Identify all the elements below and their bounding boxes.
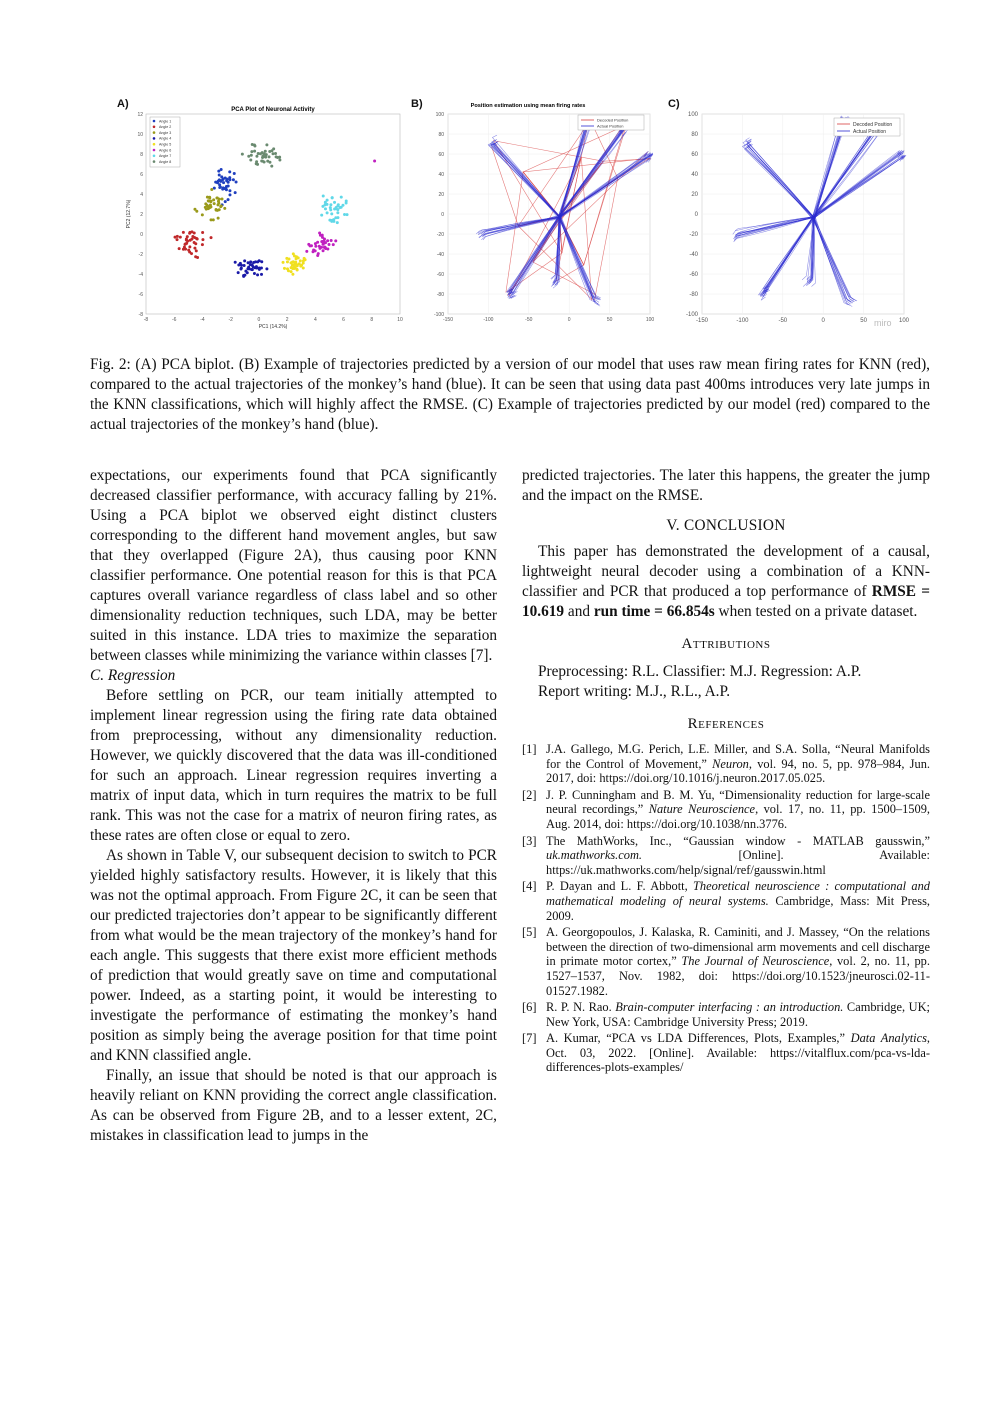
pca-point <box>330 212 333 215</box>
pca-xtick: 6 <box>342 317 345 323</box>
pca-point <box>330 239 333 242</box>
conclusion-paragraph: This paper has demonstrated the development of a causal, lightweight neural decoder using a combination of a KNN-classifier and PCR that produced a top performance of RMSE = 10.619 and run time = 66.854s when tested on a private dataset. <box>522 543 930 620</box>
pca-xtick: 10 <box>397 317 403 323</box>
pca-legend-marker <box>153 143 156 146</box>
pca-point <box>201 213 204 216</box>
pca-point <box>320 214 323 217</box>
pca-point <box>218 173 221 176</box>
pca-point <box>314 245 317 248</box>
pca-point <box>186 240 189 243</box>
pca-point <box>335 206 338 209</box>
ytick: -40 <box>689 252 698 258</box>
ytick: 40 <box>438 172 444 178</box>
pca-legend-marker <box>153 120 156 123</box>
pca-legend-label: Angle 1 <box>159 119 172 124</box>
pca-point <box>176 238 179 241</box>
xtick: 50 <box>860 318 867 324</box>
pca-ytick: 12 <box>137 112 143 118</box>
pca-point <box>201 231 204 234</box>
ytick: 0 <box>441 212 444 218</box>
pca-point <box>204 206 207 209</box>
pca-point <box>195 249 198 252</box>
pca-point <box>249 260 252 263</box>
pca-point <box>189 239 192 242</box>
ytick: 60 <box>691 152 698 158</box>
pca-point <box>253 145 256 148</box>
ytick: 40 <box>691 172 698 178</box>
pca-point <box>373 160 376 163</box>
pca-point <box>252 261 255 264</box>
conclusion-heading: V. CONCLUSION <box>666 517 786 534</box>
pca-point <box>217 170 220 173</box>
pca-point <box>296 269 299 272</box>
pca-point <box>256 260 259 263</box>
pca-point <box>322 194 325 197</box>
pca-point <box>343 213 346 216</box>
left-paragraph-2: Before settling on PCR, our team initially attempted to implement linear regression using the firing rate data obtained from preprocessing, without any dimensionality reduction. However, we quickly discovered that the data was ill-conditioned for such an approach. Linear regression requires inverting a matrix of input data, which in turn requires the matrix to be full rank. This was not the case for a matrix of neuron firing rates, as these rates are often close or equal to zero. <box>90 687 497 844</box>
pca-ytick: -2 <box>138 252 143 258</box>
attributions-line-1: Preprocessing: R.L. Classifier: M.J. Regression: A.P. <box>538 663 862 680</box>
pca-point <box>317 252 320 255</box>
pca-legend-label: Angle 5 <box>159 142 172 147</box>
pca-point <box>340 206 343 209</box>
pca-point <box>240 267 243 270</box>
pca-point <box>188 245 191 248</box>
pca-point <box>237 271 240 274</box>
panel-a-ylabel: PC2 (12.7%) <box>126 199 132 229</box>
ytick: 100 <box>687 112 698 118</box>
pca-point <box>337 203 340 206</box>
pca-point <box>255 265 258 268</box>
pca-point <box>260 260 263 263</box>
left-paragraph-1: expectations, our experiments found that PCA significantly decreased classifier performance, with accuracy falling by 21%. Using a PCA biplot we observed eight distinct clusters corresponding to the different hand movement angles, but saw that they overlapped (Figure 2A), thus causing poor KNN classifier performance. One potential reason for this is that PCA captures overall variance regardless of class label and so other dimensionality reduction techniques, such LDA, may be better suited in this instance. LDA tries to maximize the separation between classes while minimizing the variance within classes [7]. <box>90 467 497 664</box>
pca-point <box>255 162 258 165</box>
pca-point <box>193 247 196 250</box>
pca-point <box>188 231 191 234</box>
pca-point <box>287 269 290 272</box>
references-list <box>522 742 930 1075</box>
pca-point <box>299 259 302 262</box>
reference-7: [7] A. Kumar, “PCA vs LDA Differences, Plots, Examples,” Data Analytics, Oct. 03, 2022. [Online]. Available: https://vitalflux.com/pca-vs-lda-differences-plots-examples/ <box>522 1031 931 1075</box>
panel-c-legend-decoded: Decoded Position <box>853 122 893 128</box>
pca-point <box>232 178 235 181</box>
pca-point <box>329 208 332 211</box>
pca-ytick: 2 <box>140 212 143 218</box>
pca-point <box>216 181 219 184</box>
pca-point <box>340 196 343 199</box>
pca-point <box>250 150 253 153</box>
pca-point <box>227 198 230 201</box>
pca-point <box>324 247 327 250</box>
pca-point <box>257 152 260 155</box>
pca-point <box>295 257 298 260</box>
pca-point <box>282 261 285 264</box>
ytick: -80 <box>689 292 698 298</box>
pca-point <box>250 154 253 157</box>
pca-point <box>193 241 196 244</box>
xtick: 50 <box>606 317 613 323</box>
pca-xtick: 2 <box>285 317 289 323</box>
pca-point <box>286 260 289 263</box>
ytick: -100 <box>685 312 698 318</box>
ytick: 20 <box>438 192 444 198</box>
pca-point <box>222 181 225 184</box>
pca-point <box>328 243 331 246</box>
pca-point <box>219 205 222 208</box>
figure-2 <box>0 0 992 345</box>
pca-point <box>283 267 286 270</box>
pca-point <box>209 200 212 203</box>
reference-6: [6] R. P. N. Rao. Brain-computer interfacing : an introduction. Cambridge, UK; New York, USA: Cambridge University Press; 2019. <box>522 1000 930 1029</box>
pca-legend-label: Angle 2 <box>159 125 172 130</box>
pca-point <box>302 262 305 265</box>
pca-ytick: 10 <box>137 132 143 138</box>
pca-point <box>187 249 190 252</box>
pca-point <box>268 155 271 158</box>
pca-point <box>336 211 339 214</box>
pca-point <box>265 143 268 146</box>
pca-point <box>251 143 254 146</box>
pca-point <box>314 249 317 252</box>
xtick: -100 <box>483 317 494 323</box>
pca-point <box>207 199 210 202</box>
pca-point <box>179 236 182 239</box>
miro-watermark: miro <box>874 318 892 328</box>
pca-point <box>239 262 242 265</box>
pca-point <box>332 243 335 246</box>
subsection-regression-heading: C. Regression <box>90 667 176 684</box>
xtick: -100 <box>736 318 749 324</box>
pca-point <box>213 202 216 205</box>
pca-ytick: -4 <box>138 272 143 278</box>
ytick: -20 <box>436 232 444 238</box>
pca-point <box>270 165 273 168</box>
pca-point <box>272 147 275 150</box>
pca-point <box>225 179 228 182</box>
panel-a-pca-plot <box>118 100 408 332</box>
pca-point <box>263 155 266 158</box>
pca-point <box>324 207 327 210</box>
pca-point <box>217 217 220 220</box>
pca-point <box>288 258 291 261</box>
pca-point <box>336 221 339 224</box>
pca-point <box>253 150 256 153</box>
ytick: -40 <box>436 252 444 258</box>
pca-legend-label: Angle 4 <box>159 136 172 141</box>
pca-point <box>334 216 337 219</box>
attributions-heading: Attributions <box>681 636 771 652</box>
xtick: 100 <box>898 318 910 324</box>
pca-ytick: -6 <box>138 292 143 298</box>
pca-point <box>210 188 213 191</box>
pca-legend-label: Angle 3 <box>159 130 172 135</box>
pca-legend-marker <box>153 131 156 134</box>
pca-xtick: 4 <box>313 317 317 323</box>
ytick: 80 <box>438 132 444 138</box>
pca-point <box>345 201 348 204</box>
pca-point <box>265 267 268 270</box>
pca-legend-label: Angle 8 <box>159 159 172 164</box>
pca-point <box>194 255 197 258</box>
pca-point <box>234 191 237 194</box>
pca-point <box>275 155 278 158</box>
pca-point <box>326 211 329 214</box>
pca-point <box>258 267 261 270</box>
xtick: -50 <box>778 318 788 324</box>
pca-point <box>201 243 204 246</box>
xtick: -150 <box>442 317 454 323</box>
panel-c-legend-actual: Actual Position <box>853 129 887 135</box>
panel-c-trajectory-plot <box>678 100 910 332</box>
attributions-line-2: Report writing: M.J., R.L., A.P. <box>538 683 731 700</box>
pca-point <box>234 261 237 264</box>
pca-legend-marker <box>153 137 156 140</box>
left-paragraph-4: Finally, an issue that should be noted is that our approach is heavily reliant on KNN providing the correct angle classification. As can be observed from Figure 2B, and to a lesser extent, 2C, mistakes in classification lead to jumps in the <box>90 1067 497 1144</box>
panel-a-xlabel: PC1 (14.2%) <box>258 324 288 330</box>
pca-point <box>249 263 252 266</box>
pca-point <box>296 264 299 267</box>
pca-point <box>228 193 231 196</box>
ytick: -60 <box>689 272 698 278</box>
xtick: 0 <box>821 318 825 324</box>
pca-point <box>247 261 250 264</box>
pca-point <box>318 231 321 234</box>
pca-point <box>326 199 329 202</box>
right-paragraph-1: predicted trajectories. The later this happens, the greater the jump and the impact on the RMSE. <box>522 467 930 504</box>
ytick: -60 <box>436 272 444 278</box>
pca-ytick: 0 <box>140 232 143 238</box>
pca-point <box>228 170 231 173</box>
pca-xtick: -2 <box>228 317 233 323</box>
pca-point <box>260 273 263 276</box>
reference-1: [1] J.A. Gallego, M.G. Perich, L.E. Miller, and S.A. Solla, “Neural Manifolds for the Control of Movement,” Neuron, vol. 94, no. 5, pp. 978–984, Jun. 2017, doi: https://doi.org/10.1016/j.neuron.2017.05.025. <box>522 742 930 786</box>
xtick: 100 <box>645 317 655 323</box>
pca-point <box>291 267 294 270</box>
pca-point <box>268 161 271 164</box>
pca-point <box>228 189 231 192</box>
panel-a-title: PCA Plot of Neuronal Activity <box>231 107 315 113</box>
pca-point <box>321 205 324 208</box>
pca-xtick: -6 <box>171 317 177 323</box>
pca-point <box>184 248 187 251</box>
pca-point <box>201 238 204 241</box>
pca-point <box>221 188 224 191</box>
pca-point <box>302 267 305 270</box>
pca-point <box>333 201 336 204</box>
pca-point <box>251 268 254 271</box>
pca-point <box>215 209 218 212</box>
reference-2: [2] J. P. Cunningham and B. M. Yu, “Dimensionality reduction for large-scale neural recordings,” Nature Neuroscience, vol. 17, no. 11, pp. 1500–1509, Aug. 2014, doi: https://doi.org/10.1038/nn.3776. <box>522 787 930 831</box>
reference-3: [3] The MathWorks, Inc., “Gaussian window - MATLAB gausswin,” uk.mathworks.com. [Online]. Available: https://uk.mathworks.com/help/signal/ref/gausswin.html <box>522 833 930 877</box>
pca-point <box>221 197 224 200</box>
pca-point <box>243 264 246 267</box>
runtime-value: run time = 66.854s <box>593 603 715 620</box>
pca-point <box>182 231 185 234</box>
pca-point <box>233 172 236 175</box>
figure-caption: Fig. 2: (A) PCA biplot. (B) Example of trajectories predicted by a version of our model that uses raw mean firing rates for KNN (red), compared to the actual trajectories of the monkey’s hand (blue). It can be seen that using data past 400ms introduces very late jumps in the KNN classifications, which will highly affect the RMSE. (C) Example of trajectories predicted by our model (red) compared to the actual trajectories of the monkey’s hand (blue). <box>90 356 930 433</box>
panel-b-letter: B) <box>411 98 423 110</box>
pca-legend-label: Angle 6 <box>159 148 172 153</box>
pca-point <box>322 241 325 244</box>
pca-point <box>263 161 266 164</box>
ytick: -20 <box>689 232 698 238</box>
pca-point <box>212 198 215 201</box>
pca-ytick: 6 <box>140 172 143 178</box>
pca-ytick: -8 <box>138 312 143 318</box>
pca-legend-marker <box>153 126 156 129</box>
pca-point <box>316 241 319 244</box>
pca-point <box>210 236 213 239</box>
right-column <box>522 466 930 1077</box>
pca-point <box>193 208 196 211</box>
panel-a-letter: A) <box>117 98 129 110</box>
ytick: 60 <box>438 152 444 158</box>
pca-point <box>332 220 335 223</box>
pca-point <box>246 267 249 270</box>
pca-xtick: 0 <box>257 317 261 323</box>
pca-point <box>224 177 227 180</box>
pca-point <box>243 274 246 277</box>
pca-point <box>224 200 227 203</box>
ytick: 20 <box>691 192 698 198</box>
pca-point <box>241 153 244 156</box>
pca-point <box>246 271 249 274</box>
pca-point <box>253 272 256 275</box>
left-column <box>90 466 497 1146</box>
xtick: -150 <box>695 318 709 324</box>
pca-ytick: 4 <box>140 192 143 198</box>
pca-point <box>228 178 231 181</box>
pca-point <box>307 243 310 246</box>
pca-point <box>291 273 294 276</box>
pca-point <box>323 238 326 241</box>
xtick: 0 <box>567 317 571 323</box>
pca-point <box>210 218 213 221</box>
rmse-value: RMSE = 10.619 <box>522 583 930 620</box>
panel-b-trajectory-plot <box>428 100 656 332</box>
pca-point <box>249 158 252 161</box>
pca-point <box>208 206 211 209</box>
pca-point <box>292 252 295 255</box>
pca-point <box>190 252 193 255</box>
pca-point <box>196 237 199 240</box>
pca-point <box>256 273 259 276</box>
ytick: -80 <box>436 292 444 298</box>
pca-point <box>255 155 258 158</box>
pca-point <box>331 196 334 199</box>
pca-point <box>243 259 246 262</box>
xtick: -50 <box>525 317 533 323</box>
pca-point <box>208 196 211 199</box>
pca-legend-marker <box>153 155 156 158</box>
pca-point <box>223 207 226 210</box>
panel-b-title: Position estimation using mean firing rates <box>470 103 586 109</box>
pca-point <box>321 234 324 237</box>
pca-point <box>329 203 332 206</box>
pca-point <box>213 187 216 190</box>
pca-legend-marker <box>153 160 156 163</box>
pca-point <box>334 239 337 242</box>
ytick: 0 <box>694 212 698 218</box>
reference-4: [4] P. Dayan and L. F. Abbott, Theoretical neuroscience : computational and mathematical modeling of neural systems. Cambridge, Mass: Mit Press, 2009. <box>522 879 930 923</box>
pca-point <box>264 150 267 153</box>
pca-point <box>278 159 281 162</box>
pca-legend-marker <box>153 149 156 152</box>
pca-point <box>289 261 292 264</box>
pca-ytick: 8 <box>140 152 143 158</box>
pca-xtick: -8 <box>143 317 149 323</box>
ytick: -100 <box>433 312 444 318</box>
reference-5: [5] A. Georgopoulos, J. Kalaska, R. Caminiti, and J. Massey, “On the relations between the direction of two-dimensional arm movements and cell discharge in primate motor cortex,” The Journal of Neuroscience, vol. 2, no. 11, pp. 1527–1537, Nov. 1982, doi: https://doi.org/10.1523/jneurosci.02-11-01527.1982. <box>522 925 930 998</box>
pca-point <box>274 152 277 155</box>
ytick: 80 <box>691 132 698 138</box>
pca-point <box>220 175 223 178</box>
panel-b-legend-actual: Actual Position <box>597 123 624 129</box>
pca-point <box>322 249 325 252</box>
pca-xtick: 8 <box>370 317 374 323</box>
references-heading: References <box>687 716 765 732</box>
pca-legend-label: Angle 7 <box>159 154 172 159</box>
pca-point <box>184 243 187 246</box>
pca-point <box>174 236 177 239</box>
pca-point <box>292 263 295 266</box>
pca-point <box>290 270 293 273</box>
panel-c-letter: C) <box>668 98 680 110</box>
pca-point <box>320 246 323 249</box>
ytick: 100 <box>435 112 444 118</box>
pca-point <box>178 247 181 250</box>
panel-b-legend-decoded: Decoded Position <box>597 117 629 123</box>
left-paragraph-3: As shown in Table V, our subsequent decision to switch to PCR yielded highly satisfactory results. However, it is likely that this was not the optimal approach. From Figure 2C, it can be seen that our predicted trajectories don’t appear to be significantly different from what would be the mean trajectory of the monkey’s hand for each angle. This suggests that there exist more efficient methods of prediction that would greatly save on time and computational power. Indeed, as a starting point, it would be interesting to investigate the performance of estimating the monkey’s hand position as simply being the average position for that time point and KNN classified angle. <box>90 847 497 1064</box>
pca-point <box>305 250 308 253</box>
pca-point <box>235 181 238 184</box>
pca-point <box>216 196 219 199</box>
pca-xtick: -4 <box>200 317 205 323</box>
